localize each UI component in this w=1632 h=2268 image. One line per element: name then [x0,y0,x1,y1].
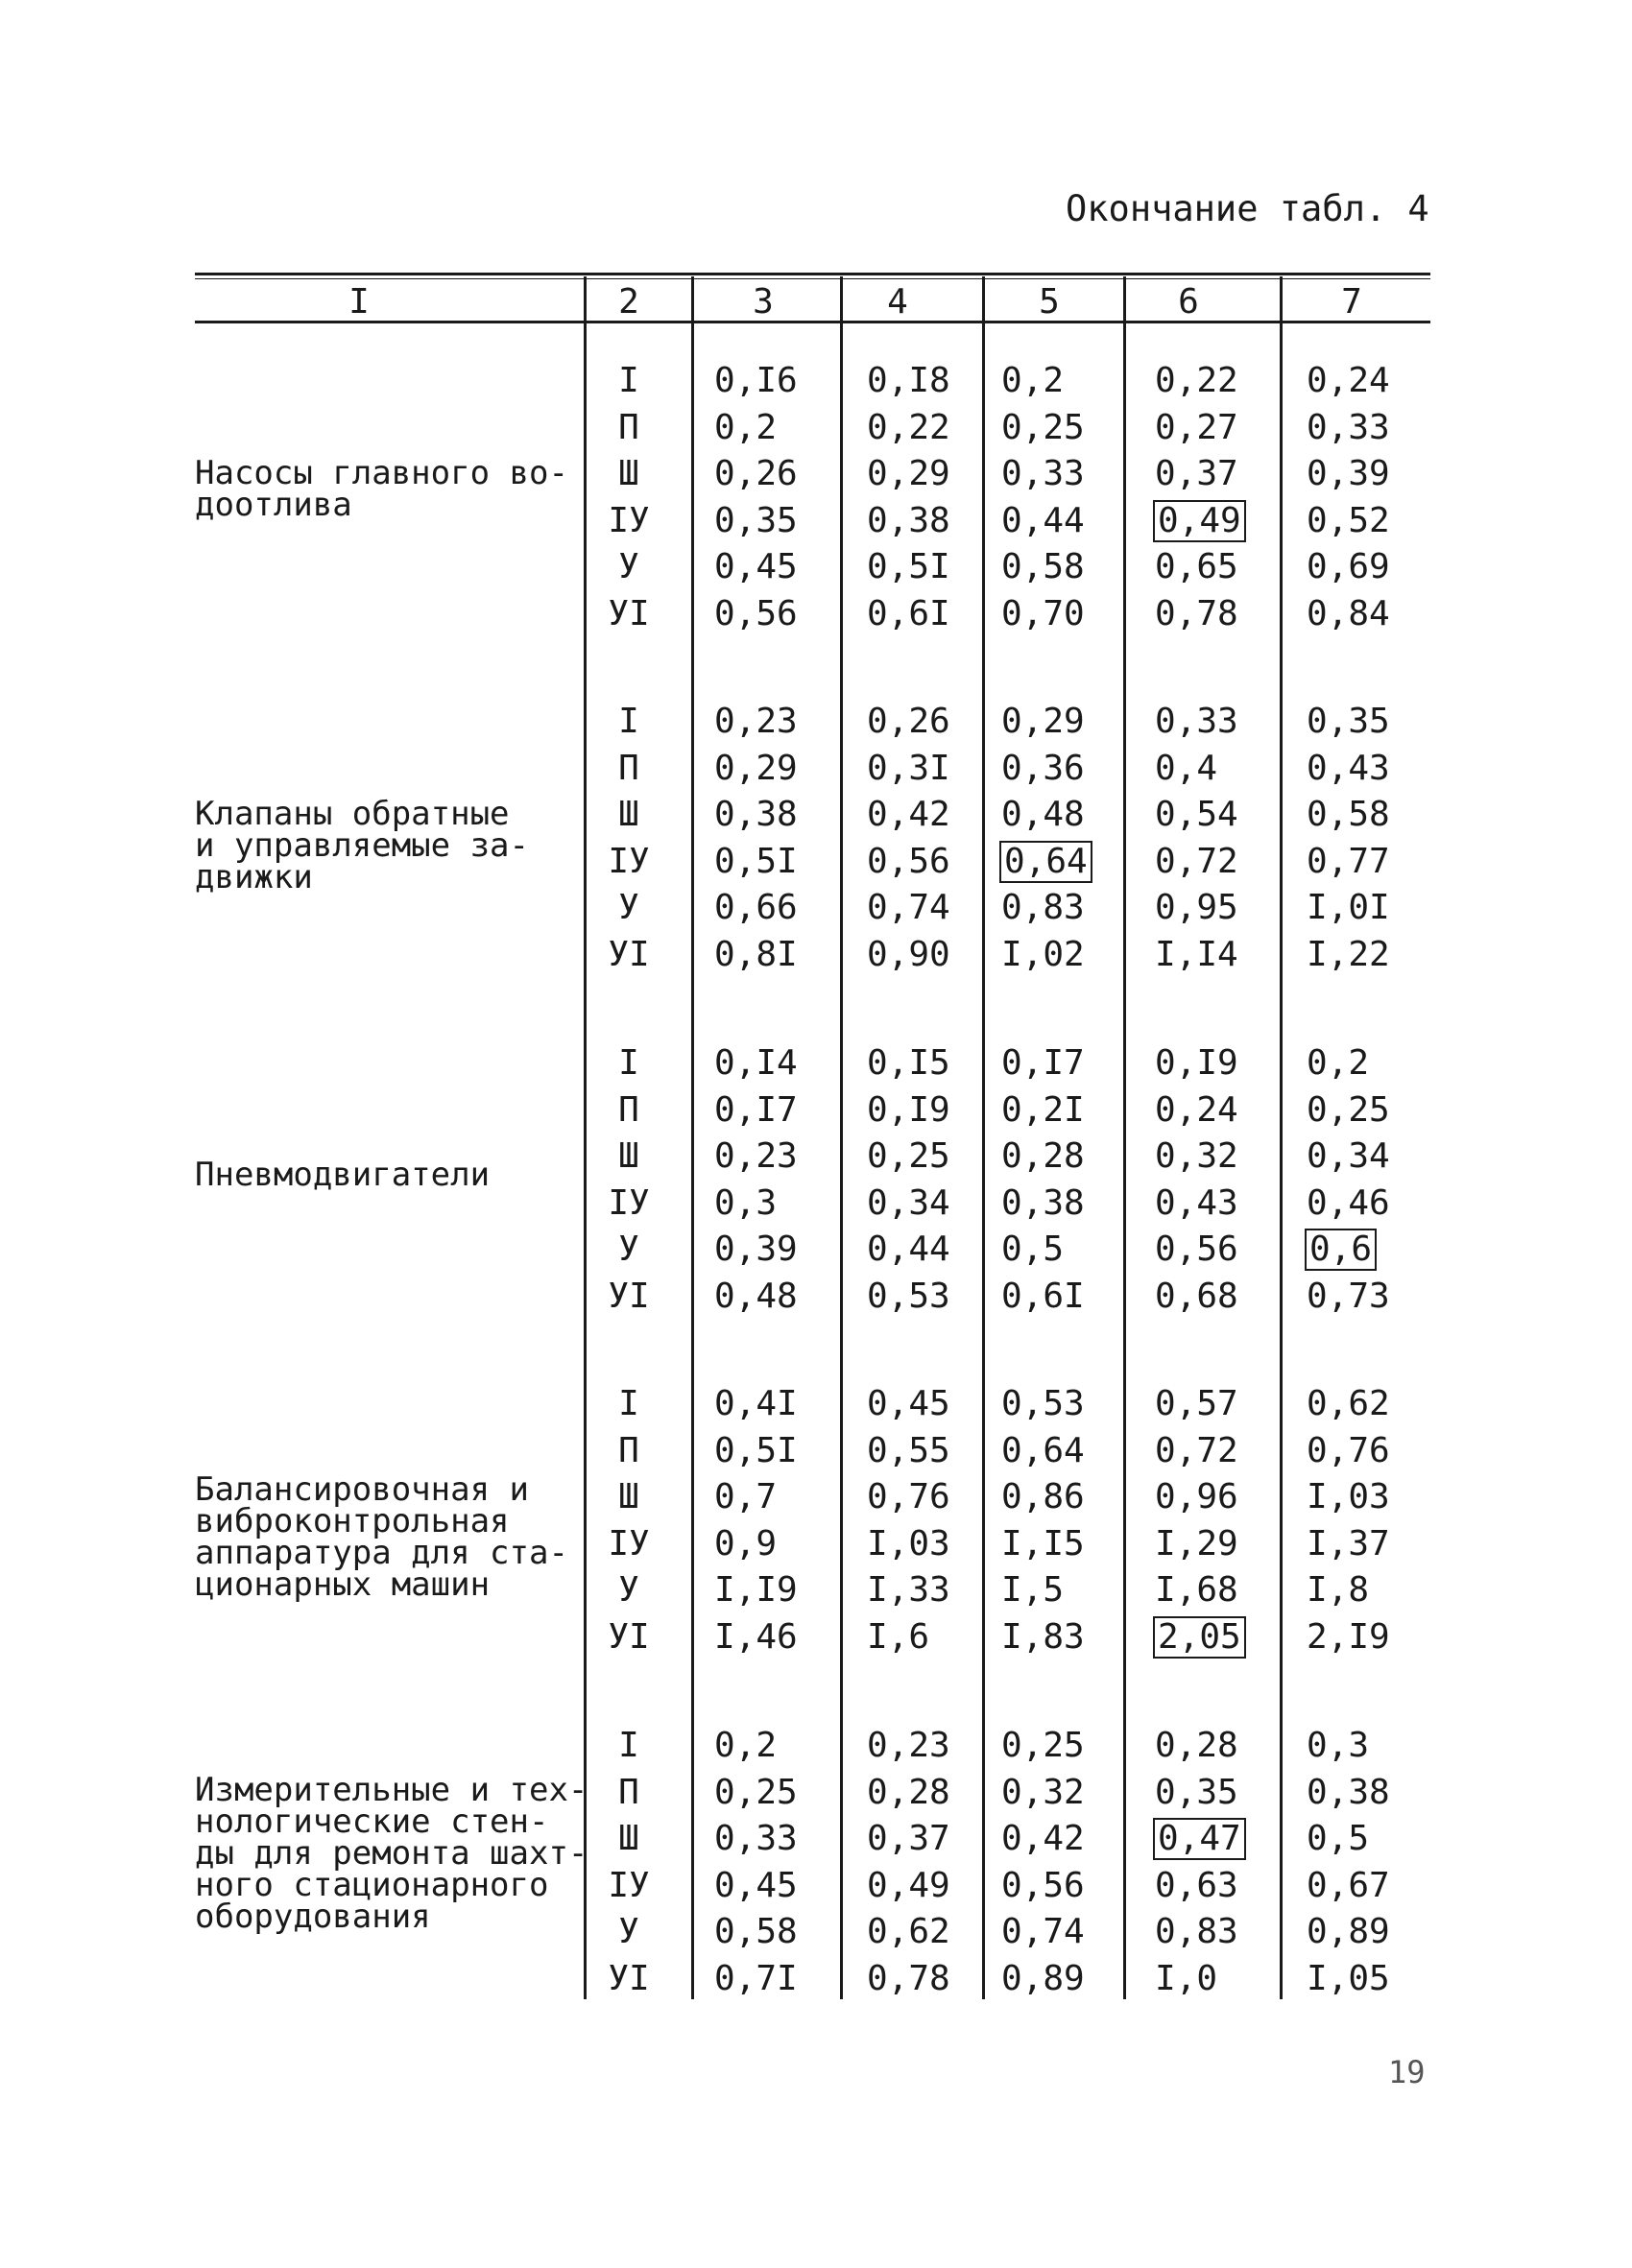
category-cell: Ш [618,795,639,834]
value-cell: I,I5 [1001,1523,1085,1564]
value-cell: 0,76 [867,1477,950,1516]
value-cell: I,I9 [714,1570,798,1610]
value-cell: 0,5I [714,1430,798,1470]
value-cell: 0,I6 [714,361,798,400]
value-cell: 0,69 [1307,547,1390,586]
value-cell: 0,28 [1155,1726,1238,1765]
value-cell: 0,22 [1155,361,1238,400]
value-cell: 0,7I [714,1958,798,1998]
group-name: Насосы главного во- доотлива [195,454,568,524]
value-cell: 0,96 [1155,1477,1238,1516]
value-cell: 0,66 [714,888,798,927]
category-cell: I [618,361,639,400]
value-cell: 0,33 [714,1819,798,1858]
value-cell: 0,28 [867,1772,950,1812]
value-cell: 0,54 [1155,795,1238,834]
value-cell: 0,3I [867,748,950,788]
value-cell: 0,89 [1307,1912,1390,1951]
category-cell: У [618,547,639,586]
category-cell: УI [608,1616,650,1657]
value-cell: I,02 [1001,934,1085,974]
category-cell: Ш [618,454,639,493]
value-cell: 0,33 [1155,702,1238,741]
value-cell: 0,78 [1155,593,1238,633]
value-cell: 0,28 [1001,1136,1085,1176]
category-cell: УI [608,934,650,974]
value-cell: 0,5I [867,547,950,586]
category-cell: У [618,1912,639,1951]
value-cell: I,05 [1307,1958,1390,1998]
value-cell: 0,45 [714,547,798,586]
value-cell: 0,38 [714,795,798,834]
group-name: Измерительные и тех- нологические стен- ды для ремонта шахт- ного стационарного оборудования [195,1771,588,1936]
value-cell: 0,29 [714,748,798,788]
value-cell: 0,25 [1001,1726,1085,1765]
value-cell: I,03 [1307,1477,1390,1516]
value-cell: 0,2I [1001,1089,1085,1130]
category-cell: I [618,702,639,741]
value-cell: 0,33 [1001,454,1085,493]
value-cell: 0,72 [1155,1430,1238,1470]
value-cell: 0,39 [714,1229,798,1269]
category-cell: П [618,1430,639,1470]
value-cell: 0,25 [867,1136,950,1176]
value-cell-boxed: 0,49 [1155,502,1244,540]
value-cell: I,6 [867,1616,930,1657]
value-cell: 0,58 [1001,547,1085,586]
value-cell: 0,43 [1155,1182,1238,1223]
value-cell: 0,70 [1001,593,1085,633]
category-cell: Ш [618,1819,639,1858]
value-cell: I,5 [1001,1570,1065,1610]
column-divider [584,276,587,1999]
value-cell: I,03 [867,1523,950,1564]
value-cell: 0,23 [714,1136,798,1176]
value-cell: 0,35 [1155,1772,1238,1812]
value-cell: 0,45 [714,1865,798,1905]
category-cell: УI [608,1958,650,1998]
value-cell: I,37 [1307,1523,1390,1564]
value-cell: 0,I9 [867,1089,950,1130]
value-cell: 0,3 [1307,1726,1370,1765]
value-cell: I,8 [1307,1570,1370,1610]
value-cell: 0,42 [867,795,950,834]
category-cell: П [618,407,639,447]
value-cell: 0,53 [1001,1384,1085,1423]
value-cell: 0,I8 [867,361,950,400]
category-cell: Ш [618,1136,639,1176]
value-cell: 0,62 [867,1912,950,1951]
category-cell: УI [608,1276,650,1316]
table-caption: Окончание табл. 4 [1066,188,1429,229]
column-divider [691,276,694,1999]
category-cell: П [618,748,639,788]
value-cell: 0,89 [1001,1958,1085,1998]
value-cell: 0,7 [714,1477,778,1516]
value-cell: 0,78 [867,1958,950,1998]
value-cell: 0,45 [867,1384,950,1423]
category-cell: IУ [608,841,650,881]
value-cell: 0,5 [1307,1819,1370,1858]
category-cell: IУ [608,500,650,540]
category-cell: IУ [608,1182,650,1223]
value-cell: 0,29 [867,454,950,493]
value-cell: 0,37 [1155,454,1238,493]
value-cell: 0,44 [1001,500,1085,540]
value-cell: 0,63 [1155,1865,1238,1905]
value-cell: 0,I5 [867,1043,950,1083]
value-cell: 0,24 [1155,1089,1238,1130]
value-cell: 0,39 [1307,454,1390,493]
category-cell: У [618,888,639,927]
value-cell: 0,34 [1307,1136,1390,1176]
value-cell: 0,6I [867,593,950,633]
value-cell: 0,8I [714,934,798,974]
value-cell: 0,34 [867,1182,950,1223]
value-cell: 0,49 [867,1865,950,1905]
value-cell: 0,52 [1307,500,1390,540]
value-cell: 0,25 [1307,1089,1390,1130]
page-number: 19 [1388,2054,1426,2090]
category-cell: Ш [618,1477,639,1516]
value-cell: I,I4 [1155,934,1238,974]
category-cell: I [618,1726,639,1765]
value-cell: 0,48 [714,1276,798,1316]
value-cell: 0,26 [867,702,950,741]
category-cell: П [618,1772,639,1812]
value-cell: 0,55 [867,1430,950,1470]
value-cell-boxed: 2,05 [1155,1618,1244,1657]
value-cell: 0,35 [1307,702,1390,741]
value-cell: 0,5I [714,841,798,881]
group-name: Клапаны обратные и управляемые за- движки [195,795,529,896]
value-cell: 0,36 [1001,748,1085,788]
value-cell: 0,64 [1001,1430,1085,1470]
value-cell: I,0I [1307,888,1390,927]
value-cell: 0,86 [1001,1477,1085,1516]
value-cell-boxed: 0,6 [1307,1230,1375,1269]
value-cell: 0,38 [1307,1772,1390,1812]
value-cell: 0,5 [1001,1229,1065,1269]
value-cell: 0,29 [1001,702,1085,741]
group-name: Пневмодвигатели [195,1156,491,1194]
value-cell: 0,67 [1307,1865,1390,1905]
value-cell-boxed: 0,64 [1001,843,1091,881]
value-cell: 0,37 [867,1819,950,1858]
category-cell: I [618,1043,639,1083]
value-cell: I,33 [867,1570,950,1610]
value-cell: 0,43 [1307,748,1390,788]
value-cell: 0,4 [1155,748,1218,788]
value-cell: 0,I4 [714,1043,798,1083]
category-cell: У [618,1229,639,1269]
value-cell: 0,62 [1307,1384,1390,1423]
value-cell: 0,I9 [1155,1043,1238,1083]
value-cell: 0,65 [1155,547,1238,586]
value-cell: 0,77 [1307,841,1390,881]
value-cell: 0,I7 [1001,1043,1085,1083]
value-cell: 0,83 [1155,1912,1238,1951]
value-cell: 0,56 [1155,1229,1238,1269]
value-cell: 0,25 [714,1772,798,1812]
value-cell: 0,58 [714,1912,798,1951]
value-cell: I,22 [1307,934,1390,974]
value-cell: I,29 [1155,1523,1238,1564]
column-divider [1123,276,1126,1999]
value-cell: 2,I9 [1307,1616,1390,1657]
category-cell: УI [608,593,650,633]
value-cell: I,68 [1155,1570,1238,1610]
group-name: Балансировочная и виброконтрольная аппаратура для ста- ционарных машин [195,1470,568,1604]
top-rule-thin [195,278,1430,279]
value-cell: 0,9 [714,1523,778,1564]
value-cell: 0,95 [1155,888,1238,927]
value-cell: I,0 [1155,1958,1218,1998]
value-cell-boxed: 0,47 [1155,1820,1244,1858]
value-cell: 0,56 [1001,1865,1085,1905]
value-cell: 0,46 [1307,1182,1390,1223]
value-cell: 0,53 [867,1276,950,1316]
value-cell: I,46 [714,1616,798,1657]
column-divider [840,276,843,1999]
value-cell: 0,38 [867,500,950,540]
value-cell: 0,74 [1001,1912,1085,1951]
value-cell: 0,22 [867,407,950,447]
value-cell: 0,68 [1155,1276,1238,1316]
value-cell: 0,4I [714,1384,798,1423]
category-cell: IУ [608,1523,650,1564]
value-cell: 0,35 [714,500,798,540]
column-divider [982,276,985,1999]
value-cell: 0,58 [1307,795,1390,834]
value-cell: 0,90 [867,934,950,974]
category-cell: П [618,1089,639,1130]
value-cell: 0,27 [1155,407,1238,447]
value-cell: 0,2 [1307,1043,1370,1083]
value-cell: 0,2 [714,1726,778,1765]
value-cell: I,83 [1001,1616,1085,1657]
top-rule-thick [195,273,1430,275]
value-cell: 0,I7 [714,1089,798,1130]
value-cell: 0,73 [1307,1276,1390,1316]
value-cell: 0,57 [1155,1384,1238,1423]
value-cell: 0,56 [867,841,950,881]
header-bottom-rule [195,321,1430,323]
value-cell: 0,44 [867,1229,950,1269]
value-cell: 0,2 [1001,361,1065,400]
value-cell: 0,38 [1001,1182,1085,1223]
value-cell: 0,74 [867,888,950,927]
value-cell: 0,25 [1001,407,1085,447]
value-cell: 0,24 [1307,361,1390,400]
value-cell: 0,6I [1001,1276,1085,1316]
value-cell: 0,56 [714,593,798,633]
category-cell: I [618,1384,639,1423]
value-cell: 0,23 [714,702,798,741]
value-cell: 0,26 [714,454,798,493]
column-divider [1280,276,1283,1999]
value-cell: 0,84 [1307,593,1390,633]
category-cell: IУ [608,1865,650,1905]
value-cell: 0,2 [714,407,778,447]
value-cell: 0,3 [714,1182,778,1223]
value-cell: 0,42 [1001,1819,1085,1858]
value-cell: 0,32 [1001,1772,1085,1812]
value-cell: 0,32 [1155,1136,1238,1176]
value-cell: 0,83 [1001,888,1085,927]
value-cell: 0,33 [1307,407,1390,447]
value-cell: 0,48 [1001,795,1085,834]
value-cell: 0,72 [1155,841,1238,881]
value-cell: 0,76 [1307,1430,1390,1470]
category-cell: У [618,1570,639,1610]
value-cell: 0,23 [867,1726,950,1765]
